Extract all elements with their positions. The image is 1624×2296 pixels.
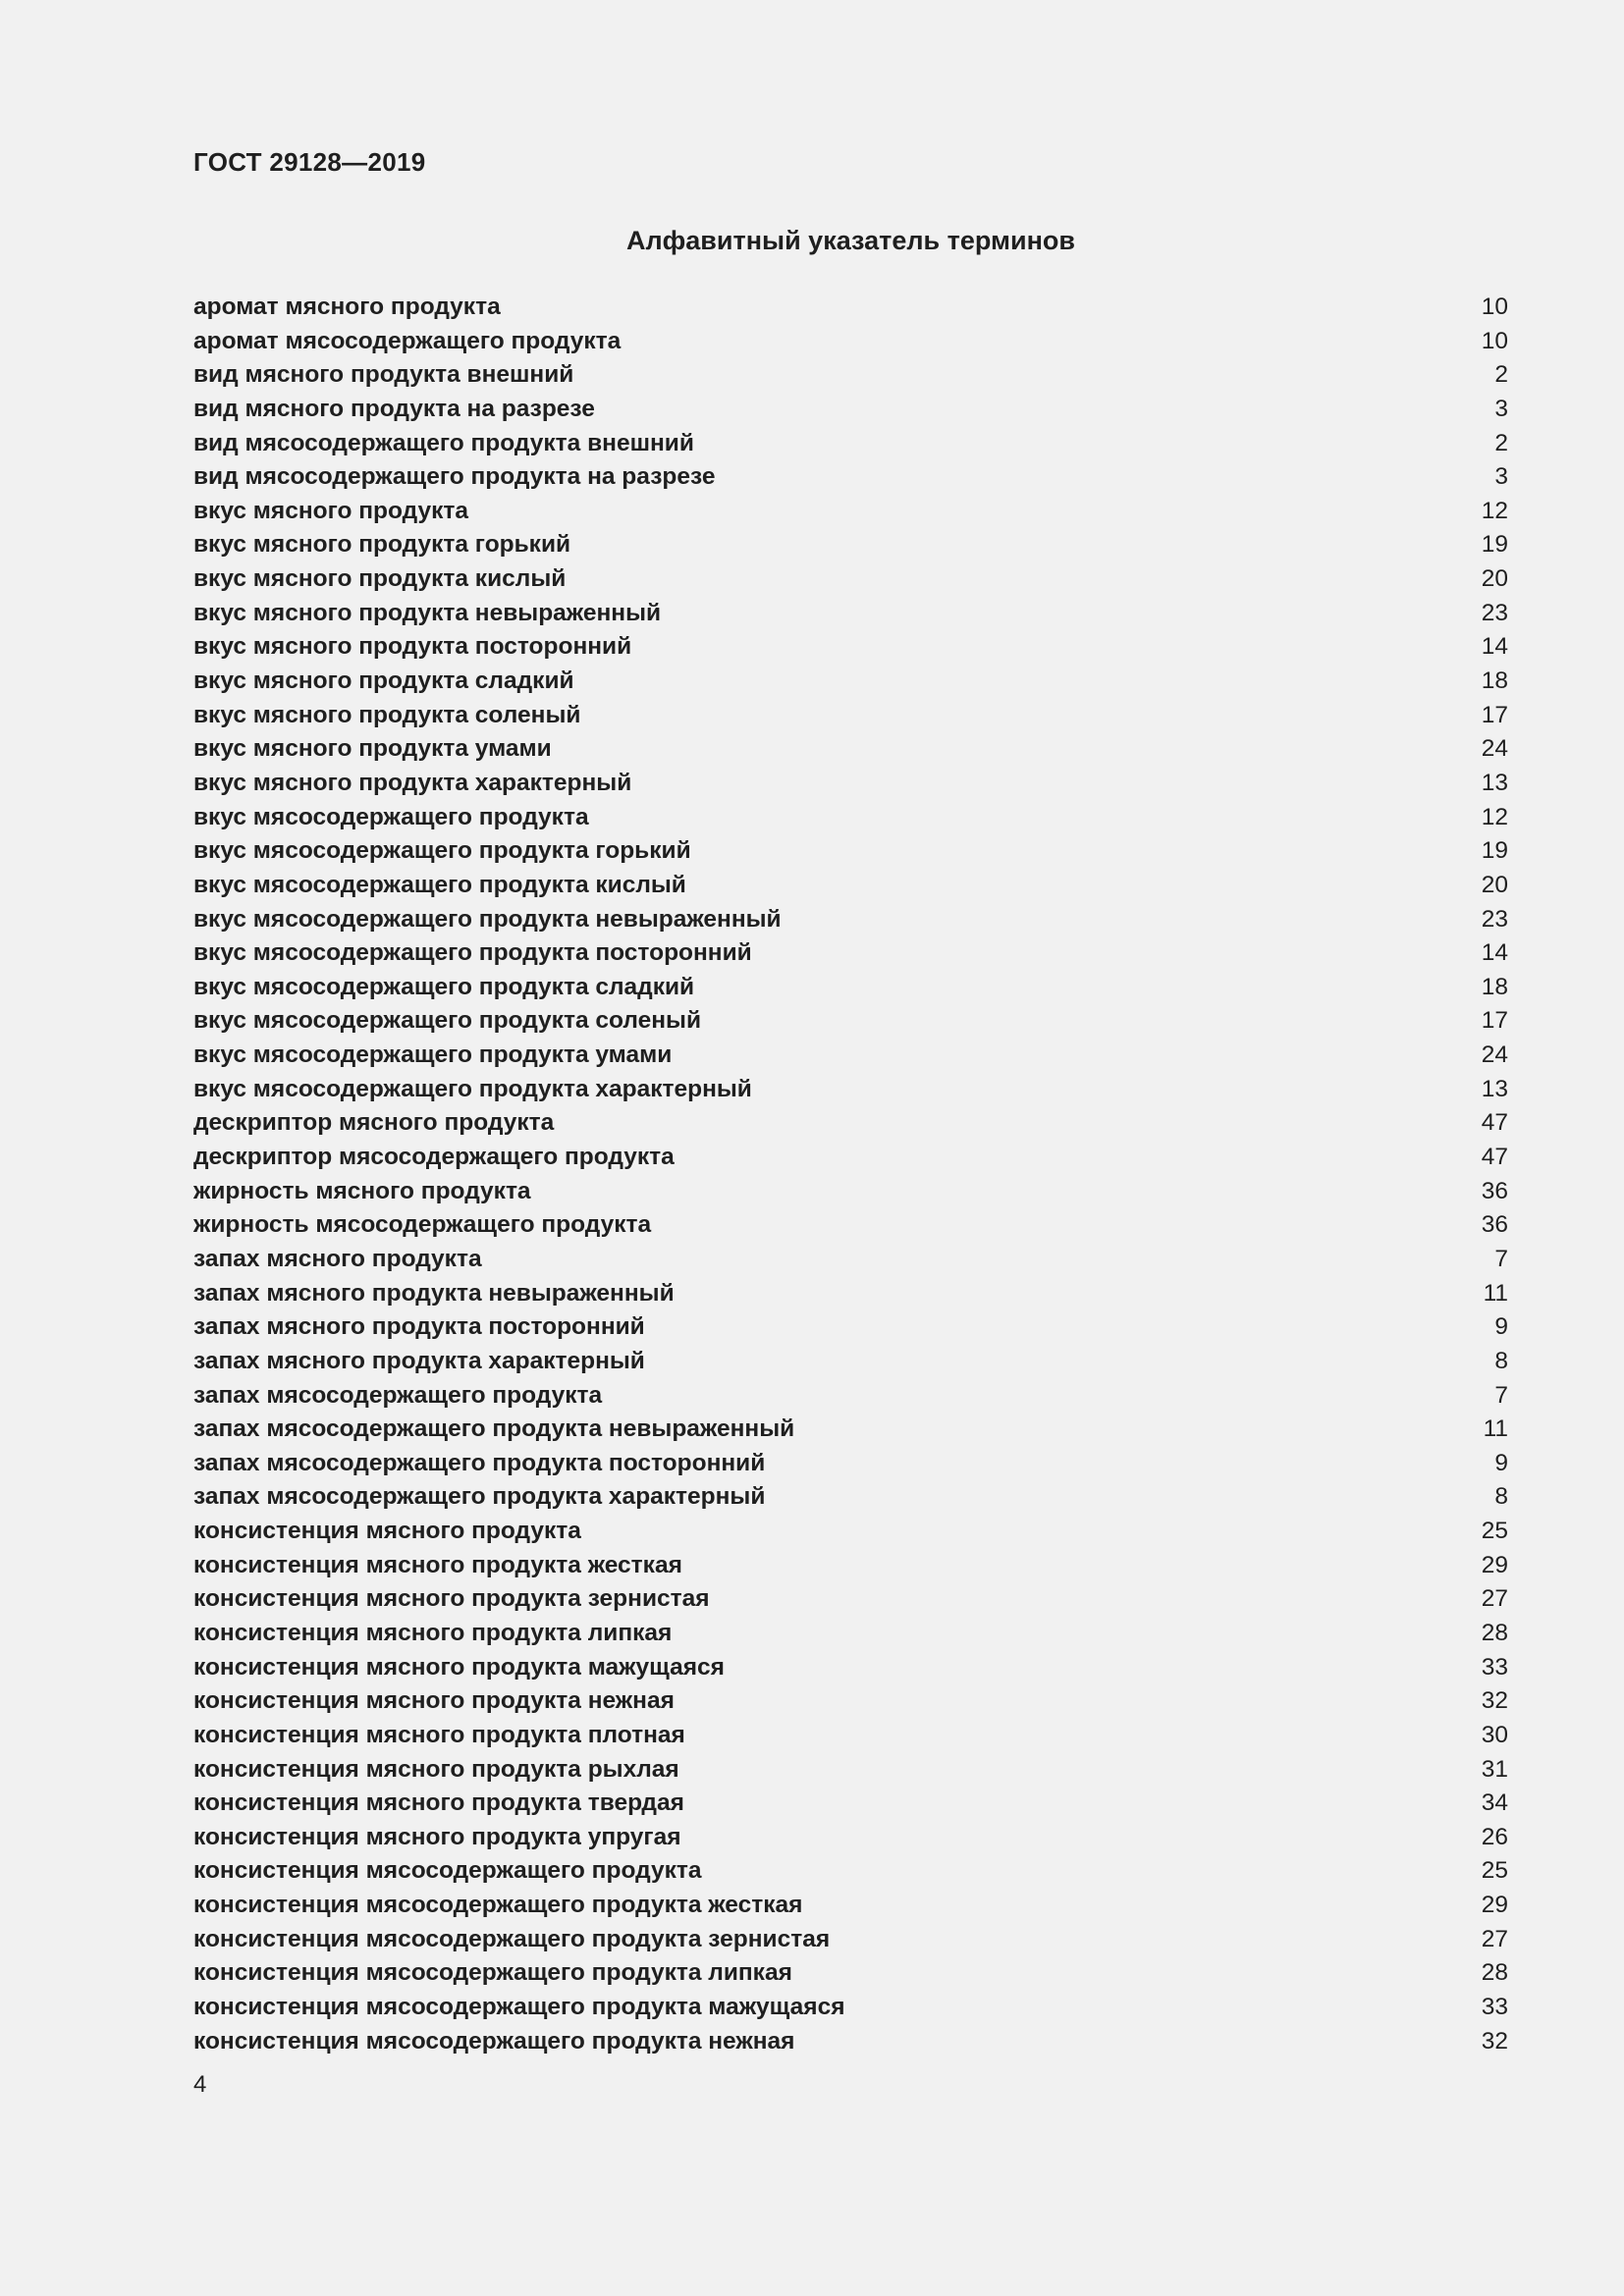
- index-term: консистенция мясного продукта рыхлая: [193, 1755, 679, 1783]
- index-page-ref: 25: [1481, 1857, 1508, 1885]
- index-entry: [193, 1889, 1508, 1923]
- index-term: консистенция мясосодержащего продукта нежная: [193, 2027, 795, 2055]
- index-entry: [193, 1208, 1508, 1243]
- index-page-ref: 13: [1481, 1075, 1508, 1102]
- index-entry: [193, 665, 1508, 699]
- index-page-ref: 28: [1481, 1959, 1508, 1987]
- index-entry: [193, 597, 1508, 631]
- index-entry: [193, 1515, 1508, 1549]
- index-term: аромат мясосодержащего продукта: [193, 327, 622, 354]
- index-entry: [193, 460, 1508, 495]
- index-page-ref: 24: [1481, 735, 1508, 763]
- index-page-ref: 11: [1483, 1415, 1508, 1443]
- index-term: запах мясного продукта характерный: [193, 1347, 645, 1374]
- index-entry: [193, 1243, 1508, 1277]
- index-term: вкус мясного продукта кислый: [193, 565, 567, 593]
- index-term: консистенция мясосодержащего продукта мажущаяся: [193, 1994, 845, 2021]
- index-entry: [193, 936, 1508, 971]
- index-page-ref: 9: [1494, 1449, 1508, 1476]
- index-term: вкус мясного продукта сладкий: [193, 667, 574, 695]
- index-entry: [193, 1345, 1508, 1379]
- index-entry: [193, 869, 1508, 903]
- index-page-ref: 36: [1481, 1211, 1508, 1239]
- index-page-ref: 27: [1481, 1925, 1508, 1952]
- index-term: запах мясного продукта: [193, 1245, 482, 1272]
- index-entry: [193, 1447, 1508, 1481]
- index-term: консистенция мясного продукта твердая: [193, 1789, 684, 1817]
- index-term: жирность мясного продукта: [193, 1177, 531, 1204]
- index-term: запах мясосодержащего продукта невыраженный: [193, 1415, 795, 1443]
- index-page-ref: 23: [1481, 905, 1508, 933]
- index-term: вкус мясного продукта: [193, 497, 469, 524]
- index-page-ref: 12: [1481, 803, 1508, 830]
- index-term: вкус мясосодержащего продукта посторонний: [193, 939, 752, 967]
- index-term: вкус мясосодержащего продукта характерный: [193, 1075, 752, 1102]
- index-term: аромат мясного продукта: [193, 294, 501, 320]
- index-entry: [193, 1175, 1508, 1209]
- index-term: вкус мясосодержащего продукта сладкий: [193, 973, 695, 1000]
- index-term: вкус мясного продукта умами: [193, 735, 552, 763]
- index-entry: [193, 1719, 1508, 1753]
- index-entry: [193, 1004, 1508, 1039]
- index-entry: [193, 1821, 1508, 1855]
- index-page-ref: 20: [1481, 565, 1508, 593]
- index-page-ref: 13: [1481, 769, 1508, 796]
- index-page-ref: 9: [1494, 1313, 1508, 1341]
- index-entry: [193, 1310, 1508, 1345]
- index-entry: [193, 1141, 1508, 1175]
- index-page-ref: 32: [1481, 2027, 1508, 2055]
- index-term: вид мясного продукта внешний: [193, 361, 574, 389]
- index-page-ref: 8: [1494, 1483, 1508, 1511]
- index-term: вкус мясосодержащего продукта умами: [193, 1041, 673, 1069]
- index-page-ref: 10: [1481, 294, 1508, 320]
- index-page-ref: 18: [1481, 667, 1508, 695]
- index-term: консистенция мясного продукта: [193, 1518, 581, 1545]
- index-page-ref: 17: [1481, 1007, 1508, 1035]
- index-term: вкус мясного продукта соленый: [193, 701, 581, 728]
- index-entry: [193, 358, 1508, 393]
- index-page-ref: 7: [1494, 1381, 1508, 1409]
- index-page-ref: 26: [1481, 1823, 1508, 1850]
- index-page-ref: 3: [1494, 395, 1508, 422]
- index-term: запах мясного продукта невыраженный: [193, 1279, 675, 1307]
- index-page-ref: 10: [1481, 327, 1508, 354]
- index-entry: [193, 1582, 1508, 1617]
- index-page-ref: 27: [1481, 1585, 1508, 1613]
- index-entry: [193, 1787, 1508, 1821]
- index-page-ref: 20: [1481, 871, 1508, 898]
- index-page-ref: 14: [1481, 633, 1508, 661]
- index-entry: [193, 2025, 1508, 2059]
- index-term: консистенция мясного продукта зернистая: [193, 1585, 710, 1613]
- index-entry: [193, 1684, 1508, 1719]
- index-entry: [193, 971, 1508, 1005]
- index-term: запах мясосодержащего продукта: [193, 1381, 603, 1409]
- index-term: вкус мясного продукта характерный: [193, 769, 632, 796]
- index-page-ref: 36: [1481, 1177, 1508, 1204]
- index-entry: [193, 427, 1508, 461]
- index-term: консистенция мясного продукта мажущаяся: [193, 1653, 725, 1681]
- index-entry: [193, 1413, 1508, 1447]
- index-term: жирность мясосодержащего продукта: [193, 1211, 652, 1239]
- index-term: консистенция мясосодержащего продукта зернистая: [193, 1925, 831, 1952]
- index-term: консистенция мясосодержащего продукта жесткая: [193, 1892, 803, 1919]
- index-entry: [193, 1956, 1508, 1991]
- index-page-ref: 8: [1494, 1347, 1508, 1374]
- index-term: вкус мясосодержащего продукта горький: [193, 837, 691, 865]
- index-term: вид мясного продукта на разрезе: [193, 395, 595, 422]
- index-entry: [193, 1753, 1508, 1788]
- index-entry: [193, 903, 1508, 937]
- index-entry: [193, 630, 1508, 665]
- index-page-ref: 18: [1481, 973, 1508, 1000]
- index-page-ref: 32: [1481, 1687, 1508, 1715]
- page-number: 4: [193, 2071, 207, 2098]
- index-term: вкус мясного продукта посторонний: [193, 633, 632, 661]
- index-term: дескриптор мясного продукта: [193, 1109, 555, 1137]
- index-page-ref: 12: [1481, 497, 1508, 524]
- index-entry: [193, 1073, 1508, 1107]
- index-term: вкус мясосодержащего продукта невыраженный: [193, 905, 782, 933]
- index-term: вкус мясного продукта горький: [193, 531, 571, 559]
- index-page-ref: 3: [1494, 463, 1508, 491]
- index-entry: [193, 1923, 1508, 1957]
- index-page-ref: 24: [1481, 1041, 1508, 1069]
- index-entry: [193, 562, 1508, 597]
- index-term: вкус мясосодержащего продукта: [193, 803, 589, 830]
- index-entry: [193, 1480, 1508, 1515]
- index-page-ref: 25: [1481, 1518, 1508, 1545]
- index-page-ref: 29: [1481, 1892, 1508, 1919]
- index-page-ref: 30: [1481, 1721, 1508, 1748]
- index-entry: [193, 699, 1508, 733]
- index-entry: [193, 767, 1508, 801]
- index-page-ref: 2: [1494, 361, 1508, 389]
- index-page-ref: 47: [1481, 1109, 1508, 1137]
- index-entry: [193, 1549, 1508, 1583]
- index-term: вкус мясосодержащего продукта соленый: [193, 1007, 702, 1035]
- index-term: консистенция мясосодержащего продукта: [193, 1857, 702, 1885]
- index-entry: [193, 834, 1508, 869]
- index-page-ref: 23: [1481, 599, 1508, 626]
- index-term: консистенция мясного продукта липкая: [193, 1619, 673, 1646]
- index-entry: [193, 801, 1508, 835]
- index-page-ref: 47: [1481, 1144, 1508, 1171]
- index-entry: [193, 393, 1508, 427]
- term-index-list: [193, 291, 1508, 2058]
- document-code: ГОСТ 29128—2019: [193, 147, 426, 177]
- index-term: вид мясосодержащего продукта на разрезе: [193, 463, 716, 491]
- index-term: консистенция мясосодержащего продукта липкая: [193, 1959, 792, 1987]
- index-entry: [193, 1379, 1508, 1414]
- index-term: консистенция мясного продукта жесткая: [193, 1551, 682, 1578]
- index-entry: [193, 1991, 1508, 2025]
- index-entry: [193, 1651, 1508, 1685]
- index-term: дескриптор мясосодержащего продукта: [193, 1144, 675, 1171]
- index-term: вид мясосодержащего продукта внешний: [193, 429, 694, 456]
- index-term: вкус мясного продукта невыраженный: [193, 599, 662, 626]
- index-term: запах мясосодержащего продукта характерный: [193, 1483, 766, 1511]
- index-entry: [193, 325, 1508, 359]
- index-entry: [193, 732, 1508, 767]
- index-page-ref: 14: [1481, 939, 1508, 967]
- index-term: консистенция мясного продукта нежная: [193, 1687, 675, 1715]
- index-term: консистенция мясного продукта плотная: [193, 1721, 685, 1748]
- index-page-ref: 7: [1494, 1245, 1508, 1272]
- index-entry: [193, 528, 1508, 562]
- index-page-ref: 28: [1481, 1619, 1508, 1646]
- index-term: вкус мясосодержащего продукта кислый: [193, 871, 686, 898]
- index-page-ref: 31: [1481, 1755, 1508, 1783]
- index-page-ref: 19: [1481, 837, 1508, 865]
- section-title: Алфавитный указатель терминов: [626, 226, 1075, 255]
- index-entry: [193, 1106, 1508, 1141]
- index-term: запах мясосодержащего продукта посторонний: [193, 1449, 766, 1476]
- index-entry: [193, 1854, 1508, 1889]
- index-page-ref: 33: [1481, 1994, 1508, 2021]
- index-page-ref: 19: [1481, 531, 1508, 559]
- index-entry: [193, 291, 1508, 325]
- index-term: запах мясного продукта посторонний: [193, 1313, 645, 1341]
- index-page-ref: 2: [1494, 429, 1508, 456]
- index-page-ref: 17: [1481, 701, 1508, 728]
- index-page-ref: 34: [1481, 1789, 1508, 1817]
- index-entry: [193, 1039, 1508, 1073]
- index-entry: [193, 1617, 1508, 1651]
- index-page-ref: 11: [1483, 1279, 1508, 1307]
- index-entry: [193, 1277, 1508, 1311]
- index-term: консистенция мясного продукта упругая: [193, 1823, 681, 1850]
- index-page-ref: 33: [1481, 1653, 1508, 1681]
- index-entry: [193, 495, 1508, 529]
- index-page-ref: 29: [1481, 1551, 1508, 1578]
